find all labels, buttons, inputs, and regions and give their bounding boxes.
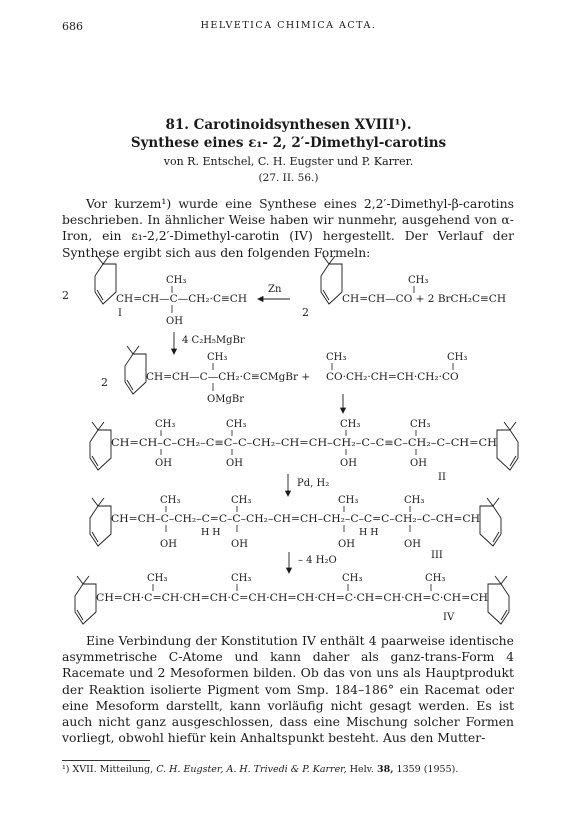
ring-icon [75, 576, 96, 624]
authors: von R. Entschel, C. H. Eugster und P. Karrer. [163, 155, 414, 168]
hydrogens: H H [201, 527, 221, 538]
received-date: (27. II. 56.) [258, 172, 319, 184]
svg-text:CH₃: CH₃ [404, 495, 425, 506]
svg-text:CH₃: CH₃ [155, 419, 176, 430]
compound-label: III [431, 550, 443, 561]
hydroxyl: OH [166, 316, 183, 327]
footnote-rule [62, 760, 150, 761]
methyl: CH₃ [207, 352, 228, 363]
coefficient: 2 [302, 306, 309, 319]
diketone-reactant [326, 352, 467, 383]
svg-text:OH: OH [410, 458, 427, 469]
ring-icon [488, 576, 509, 624]
chain: CH=CH·C=CH·CH=CH·C=CH·CH=CH·CH=C·CH=CH·CH=C·CH=CH [96, 593, 489, 604]
grignard-intermediate [101, 346, 310, 405]
svg-text:CH₃: CH₃ [226, 419, 247, 430]
article-title: 81. Carotinoidsynthesen XVIII¹). [165, 117, 412, 133]
reagent-hydrogenation: Pd, H₂ [297, 478, 330, 489]
svg-text:CH₃: CH₃ [425, 573, 446, 584]
methyl-b: CH₃ [447, 352, 468, 363]
svg-text:OH: OH [160, 539, 177, 550]
article-subtitle: Synthese eines ε₁- 2, 2′-Dimethyl-carotins [130, 135, 447, 151]
intro-paragraph: Vor kurzem¹) wurde eine Synthese eines 2,2′-Dimethyl-β-carotins beschrieben. In ähnlicher Weise haben wir nunmehr, ausgehend von α-Iron, ein ε₁-2,2′-Dimethyl-carotin (IV) hergestellt. Der Verlauf der Synthese ergibt sich aus den folgenden Formeln: [62, 196, 514, 260]
compound-III [90, 495, 501, 561]
svg-text:CH₃: CH₃ [231, 573, 252, 584]
chain: CH=CH–C–CH₂–C=C–C–CH₂–CH=CH–CH₂–C–C=C–CH₂–C–CH=CH [111, 514, 481, 525]
ketone-reactant [302, 256, 506, 319]
reagent-dehydration: – 4 H₂O [298, 555, 337, 566]
coefficient: 2 [62, 289, 69, 302]
chain: CH=CH–C–CH₂–C≡C–C–CH₂–CH=CH–CH₂–C–C≡C–CH₂–C–CH=CH [111, 438, 498, 449]
svg-text:CH₃: CH₃ [231, 495, 252, 506]
chain: CH=CH—C—CH₂·C≡CMgBr + [146, 371, 311, 383]
methyl: CH₃ [408, 275, 429, 286]
svg-text:OH: OH [340, 458, 357, 469]
ring-icon [480, 498, 501, 546]
compound-label: II [438, 472, 446, 483]
hydrogens: H H [359, 527, 379, 538]
methyl: CH₃ [166, 275, 187, 286]
compound-I [62, 256, 247, 327]
compound-label: I [118, 308, 122, 319]
omgbr: OMgBr [207, 394, 244, 405]
compound-II [90, 419, 518, 483]
svg-text:OH: OH [226, 458, 243, 469]
body-paragraph: Eine Verbindung der Konstitution IV enthält 4 paarweise identische asymmetrische C-Atome und kann daher als ganz-trans-Form 4 Racemate und 2 Mesoformen bilden. Ob das von uns als Hauptprodukt der Reaktion isolierte Pigment vom Smp. 184–186° ein Racemat oder eine Mesoform darstellt, kann vorläufig nicht gesagt werden. Es ist auch nicht ganz ausgeschlossen, dass eine Mischung solcher Formen vorliegt, obwohl hiefür kein Anhaltspunkt besteht. Aus den Mutter- [62, 633, 514, 746]
ring-icon [95, 256, 116, 304]
reagent-zn: Zn [268, 284, 282, 295]
svg-text:CH₃: CH₃ [340, 419, 361, 430]
chain: CH=CH—C—CH₂·C≡CH [116, 293, 247, 305]
footnote-authors: C. H. Eugster, A. H. Trivedi & P. Karrer, [156, 764, 347, 775]
chain: CO·CH₂·CH=CH·CH₂·CO [326, 371, 459, 383]
ring-icon [90, 422, 111, 470]
compound-IV [75, 573, 509, 624]
svg-text:OH: OH [231, 539, 248, 550]
page-number: 686 [62, 20, 83, 33]
svg-text:CH₃: CH₃ [410, 419, 431, 430]
footnote-pages: 1359 (1955). [396, 764, 459, 775]
ring-icon [497, 422, 518, 470]
ring-icon [321, 256, 342, 304]
footnote-marker: ¹) [62, 764, 70, 775]
svg-text:CH₃: CH₃ [160, 495, 181, 506]
footnote [62, 764, 458, 775]
reagent-grignard: 4 C₂H₅MgBr [182, 335, 245, 346]
footnote-journal: Helv. [349, 764, 374, 775]
ring-icon [125, 346, 146, 394]
svg-text:OH: OH [338, 539, 355, 550]
ring-icon [90, 498, 111, 546]
svg-text:CH₃: CH₃ [338, 495, 359, 506]
compound-label: IV [443, 612, 455, 623]
footnote-volume: 38, [376, 764, 394, 775]
svg-text:CH₃: CH₃ [342, 573, 363, 584]
svg-text:CH₃: CH₃ [147, 573, 168, 584]
footnote-series: XVII. Mitteilung, [72, 764, 154, 775]
running-header: HELVETICA CHIMICA ACTA. [200, 20, 377, 31]
svg-text:OH: OH [155, 458, 172, 469]
methyl-a: CH₃ [326, 352, 347, 363]
chain: CH=CH—CO + 2 BrCH₂C≡CH [342, 293, 506, 305]
coefficient: 2 [101, 376, 108, 389]
svg-text:OH: OH [404, 539, 421, 550]
